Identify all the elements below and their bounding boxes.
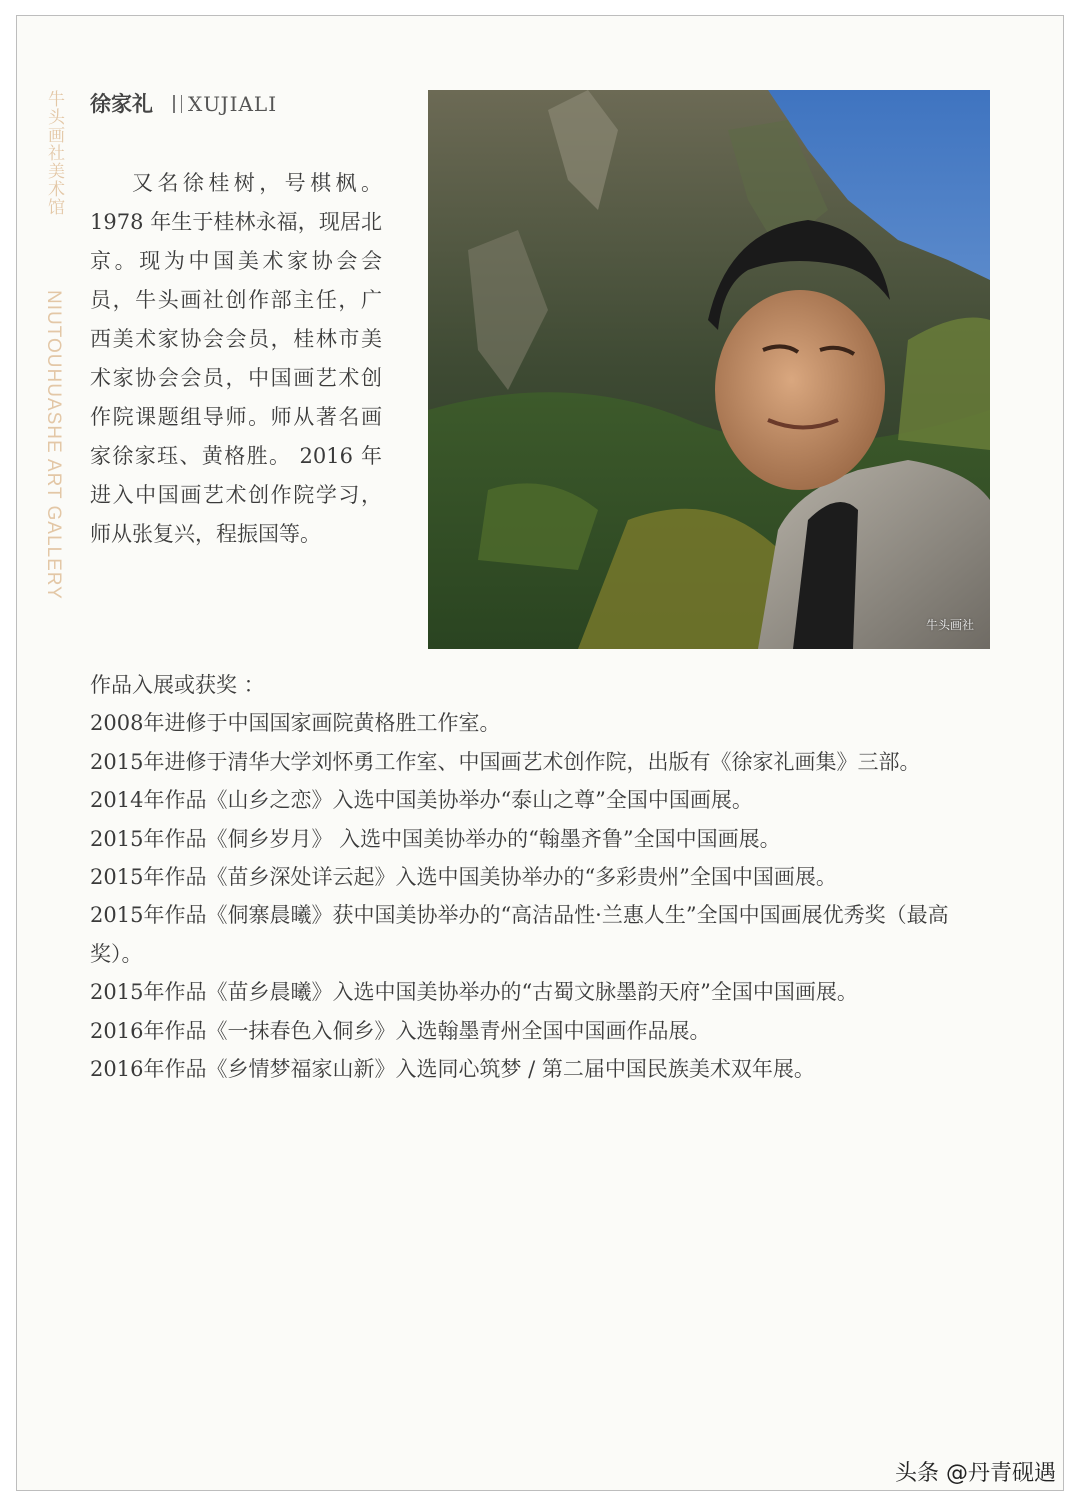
award-item: 2015年作品《苗乡晨曦》入选中国美协举办的“古蜀文脉墨韵天府”全国中国画展。 — [90, 980, 858, 1005]
award-item: 2015年作品《侗寨晨曦》获中国美协举办的“高洁品性·兰惠人生”全国中国画展优秀奖（最高奖）。 — [90, 903, 949, 966]
artist-name-cn: 徐家礼 — [90, 92, 153, 116]
award-item: 2015年进修于清华大学刘怀勇工作室、中国画艺术创作院，出版有《徐家礼画集》三部。 — [90, 749, 921, 774]
awards-section — [90, 666, 990, 1088]
artist-bio: 又名徐桂树，号棋枫。1978 年生于桂林永福，现居北京。现为中国美术家协会会员，牛头画社创作部主任，广西美术家协会会员，桂林市美术家协会会员，中国画艺术创作院课题组导师。师从著名画家徐家珏、黄格胜。 2016 年进入中国画艺术创作院学习，师从张复兴，程振国等。 — [90, 171, 382, 546]
side-label-en: NIUTOUHUASHE ART GALLERY — [43, 290, 64, 600]
photo-watermark: 牛头画社 — [925, 618, 974, 632]
artist-name-en: XUJIALI — [188, 92, 278, 116]
artist-title — [90, 88, 277, 120]
award-item: 2015年作品《侗乡岁月》 入选中国美协举办的“翰墨齐鲁”全国中国画展。 — [90, 826, 781, 851]
awards-heading: 作品入展或获奖 ： — [90, 673, 265, 697]
award-item: 2015年作品《苗乡深处详云起》入选中国美协举办的“多彩贵州”全国中国画展。 — [90, 865, 837, 890]
artist-photo — [428, 90, 990, 649]
title-separator — [173, 95, 182, 113]
award-item: 2016年作品《乡情梦福家山新》入选同心筑梦 / 第二届中国民族美术双年展。 — [90, 1057, 815, 1082]
award-item: 2008年进修于中国国家画院黄格胜工作室。 — [90, 711, 501, 736]
side-label-cn: 牛头画社美术馆 — [44, 90, 64, 216]
source-watermark: 头条 @丹青砚遇 — [895, 1461, 1056, 1486]
award-item: 2014年作品《山乡之恋》入选中国美协举办“泰山之尊”全国中国画展。 — [90, 788, 753, 813]
award-item: 2016年作品《一抹春色入侗乡》入选翰墨青州全国中国画作品展。 — [90, 1018, 711, 1043]
